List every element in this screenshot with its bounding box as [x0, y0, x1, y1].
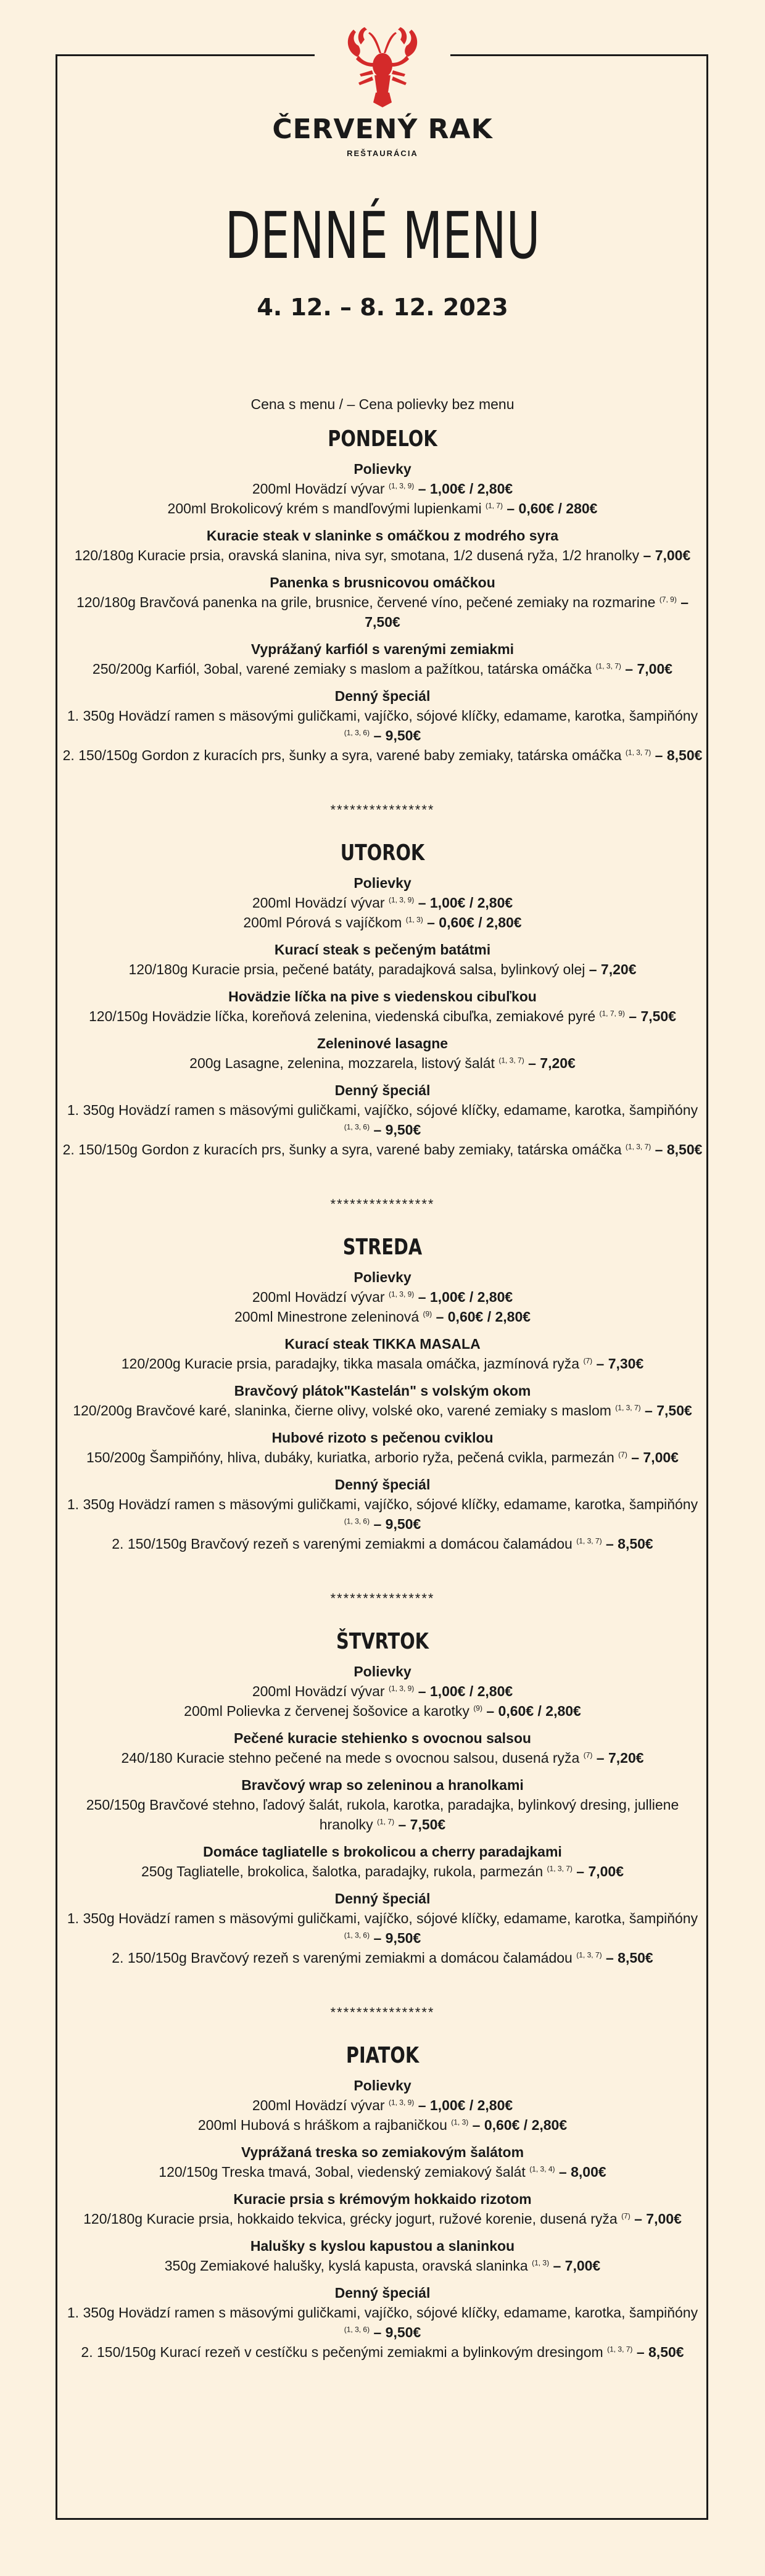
- item-price: – 8,00€: [555, 2164, 606, 2180]
- item-price: – 9,50€: [370, 1516, 421, 1532]
- item-description: 120/180g Kuracie prsia, hokkaido tekvica, grécky jogurt, ružové korenie, dusená ryža: [83, 2211, 618, 2227]
- menu-item: [62, 2209, 703, 2229]
- menu-item: [62, 1908, 703, 1948]
- day-name: PIATOK: [345, 2043, 420, 2068]
- item-price: – 7,30€: [592, 1356, 644, 1372]
- days-list: [62, 426, 703, 2362]
- item-price: – 7,00€: [621, 661, 673, 677]
- menu-item: [62, 659, 703, 679]
- menu-item: [62, 1053, 703, 1073]
- menu-item: [62, 1287, 703, 1307]
- section-heading: Denný špeciál: [334, 2285, 431, 2301]
- item-price: – 0,60€ / 2,80€: [468, 2117, 568, 2133]
- item-description: 1. 350g Hovädzí ramen s mäsovými guličkami, vajíčko, sójové klíčky, edamame, karotka, šampiňóny: [67, 2305, 698, 2321]
- brand-header: [0, 25, 765, 158]
- section-heading: Polievky: [354, 1663, 411, 1679]
- section-heading: Polievky: [354, 1269, 411, 1285]
- section-heading: Denný špeciál: [334, 1891, 431, 1907]
- item-description: 120/200g Bravčové karé, slaninka, čierne olivy, volské oko, varené zemiaky s maslom: [73, 1402, 611, 1418]
- item-price: – 1,00€ / 2,80€: [414, 481, 513, 497]
- item-allergens: (1, 3, 7): [625, 1142, 651, 1151]
- item-description: 2. 150/150g Bravčový rezeň s varenými zemiakmi a domácou čalamádou: [112, 1950, 573, 1966]
- item-allergens: (1, 3, 6): [344, 728, 370, 737]
- menu-item: [62, 1006, 703, 1026]
- item-allergens: (1, 3): [405, 915, 423, 924]
- menu-item: [62, 499, 703, 518]
- item-allergens: (1, 3, 9): [388, 481, 415, 491]
- menu-item: [62, 1100, 703, 1140]
- separator: ****************: [330, 802, 435, 818]
- item-description: 200ml Minestrone zeleninová: [234, 1309, 420, 1325]
- item-allergens: (1, 3, 7): [576, 1950, 602, 1960]
- item-price: – 1,00€ / 2,80€: [414, 2097, 513, 2113]
- section-heading: Kurací steak TIKKA MASALA: [284, 1336, 481, 1352]
- day-section: [62, 426, 703, 765]
- brand-name: ČERVENÝ RAK: [272, 114, 493, 145]
- item-price: – 8,50€: [602, 1536, 653, 1552]
- item-price: – 0,60€ / 2,80€: [482, 1703, 581, 1719]
- item-allergens: (7): [621, 2211, 631, 2221]
- item-price: – 1,00€ / 2,80€: [414, 1683, 513, 1699]
- day-section: [62, 2043, 703, 2362]
- day-name: STREDA: [342, 1235, 423, 1260]
- menu-item: [62, 1401, 703, 1420]
- section-heading: Halušky s kyslou kapustou a slaninkou: [250, 2238, 515, 2254]
- separator: ****************: [330, 1591, 435, 1606]
- menu-item: [62, 2303, 703, 2342]
- item-price: – 9,50€: [370, 1122, 421, 1138]
- menu-item: [62, 1681, 703, 1701]
- item-price: – 8,50€: [602, 1950, 653, 1966]
- section-heading: Vyprážaná treska so zemiakovým šalátom: [241, 2144, 524, 2160]
- item-allergens: (1, 3, 7): [625, 748, 651, 757]
- item-allergens: (1, 3, 7): [576, 1536, 602, 1546]
- item-price: – 8,50€: [632, 2344, 684, 2360]
- item-description: 200ml Hovädzí vývar: [252, 1683, 385, 1699]
- item-price: – 7,20€: [524, 1055, 576, 1071]
- item-description: 200ml Hovädzí vývar: [252, 895, 385, 911]
- item-description: 250/150g Bravčové stehno, ľadový šalát, rukola, karotka, paradajka, bylinkový dresing, julliene hranolky: [86, 1797, 679, 1833]
- item-allergens: (9): [473, 1704, 482, 1713]
- item-description: 250/200g Karfiól, 3obal, varené zemiaky s maslom a pažítkou, tatárska omáčka: [92, 661, 592, 677]
- section-heading: Denný špeciál: [334, 1476, 431, 1493]
- menu-item: [62, 745, 703, 765]
- section-heading: Polievky: [354, 875, 411, 891]
- item-description: 200g Lasagne, zelenina, mozzarela, listový šalát: [189, 1055, 495, 1071]
- menu-item: [62, 1140, 703, 1159]
- menu-content: [62, 198, 703, 2362]
- item-allergens: (1, 7, 9): [599, 1009, 625, 1018]
- item-description: 2. 150/150g Kurací rezeň v cestíčku s pečenými zemiakmi a bylinkovým dresingom: [81, 2344, 603, 2360]
- section-heading: Denný špeciál: [334, 1082, 431, 1098]
- item-allergens: (7): [583, 1750, 593, 1760]
- item-price: – 8,50€: [651, 747, 703, 763]
- menu-item: [62, 2342, 703, 2362]
- crayfish-icon: [342, 25, 423, 111]
- item-description: 1. 350g Hovädzí ramen s mäsovými guličkami, vajíčko, sójové klíčky, edamame, karotka, šampiňóny: [67, 708, 698, 724]
- menu-item: [62, 1795, 703, 1834]
- item-price: – 7,50€: [640, 1402, 692, 1418]
- item-description: 120/180g Kuracie prsia, pečené batáty, paradajková salsa, bylinkový olej: [128, 961, 585, 977]
- item-description: 350g Zemiakové halušky, kyslá kapusta, oravská slaninka: [164, 2258, 528, 2274]
- menu-item: [62, 959, 703, 979]
- item-price: – 7,50€: [394, 1816, 446, 1833]
- item-price: – 7,00€: [572, 1863, 624, 1879]
- item-description: 200ml Hovädzí vývar: [252, 481, 385, 497]
- item-description: 250g Tagliatelle, brokolica, šalotka, paradajky, rukola, parmezán: [141, 1863, 544, 1879]
- item-description: 2. 150/150g Bravčový rezeň s varenými zemiakmi a domácou čalamádou: [112, 1536, 573, 1552]
- item-price: – 7,50€: [365, 594, 689, 630]
- item-price: – 9,50€: [370, 1930, 421, 1946]
- menu-item: [62, 1862, 703, 1881]
- item-allergens: (1, 3, 7): [498, 1056, 524, 1065]
- item-description: 120/180g Bravčová panenka na grile, brusnice, červené víno, pečené zemiaky na rozmarine: [76, 594, 656, 610]
- menu-item: [62, 592, 703, 632]
- menu-item: [62, 479, 703, 499]
- item-price: – 7,20€: [592, 1750, 644, 1766]
- item-allergens: (1, 3, 9): [388, 895, 415, 905]
- item-description: 120/150g Hovädzie líčka, koreňová zelenina, viedenská cibuľka, zemiakové pyré: [88, 1008, 596, 1024]
- menu-item: [62, 1701, 703, 1721]
- item-price: – 9,50€: [370, 2324, 421, 2340]
- day-name: ŠTVRTOK: [336, 1629, 429, 1654]
- item-price: – 7,20€: [585, 961, 637, 977]
- item-price: – 7,00€: [627, 1449, 679, 1465]
- item-description: 2. 150/150g Gordon z kuracích prs, šunky a syra, varené baby zemiaky, tatárska omáčka: [62, 747, 622, 763]
- item-description: 1. 350g Hovädzí ramen s mäsovými guličkami, vajíčko, sójové klíčky, edamame, karotka, šampiňóny: [67, 1102, 698, 1118]
- item-price: – 7,00€: [639, 547, 691, 563]
- item-description: 200ml Hovädzí vývar: [252, 1289, 385, 1305]
- item-allergens: (1, 3, 6): [344, 2325, 370, 2334]
- section-heading: Kuracie prsia s krémovým hokkaido rizotom: [233, 2191, 532, 2207]
- item-allergens: (7): [618, 1450, 627, 1459]
- menu-item: [62, 913, 703, 932]
- item-description: 1. 350g Hovädzí ramen s mäsovými guličkami, vajíčko, sójové klíčky, edamame, karotka, šampiňóny: [67, 1496, 698, 1512]
- item-allergens: (1, 3, 7): [607, 2345, 633, 2354]
- item-allergens: (1, 7): [377, 1817, 395, 1826]
- menu-item: [62, 1354, 703, 1373]
- menu-item: [62, 706, 703, 745]
- item-price: – 9,50€: [370, 727, 421, 743]
- item-allergens: (1, 3, 7): [595, 661, 621, 671]
- menu-item: [62, 2162, 703, 2182]
- item-price: – 7,50€: [624, 1008, 677, 1024]
- item-description: 200ml Hubová s hráškom a rajbaničkou: [197, 2117, 447, 2133]
- day-section: [62, 1235, 703, 1554]
- menu-item: [62, 1948, 703, 1968]
- menu-item: [62, 893, 703, 913]
- item-price: – 0,60€ / 2,80€: [423, 914, 522, 930]
- section-heading: Kurací steak s pečeným batátmi: [274, 942, 491, 958]
- item-description: 200ml Brokolicový krém s mandľovými lupienkami: [167, 500, 482, 516]
- section-heading: Denný špeciál: [334, 688, 431, 704]
- item-allergens: (9): [423, 1309, 432, 1319]
- page-title: DENNÉ MENU: [225, 198, 540, 273]
- item-allergens: (1, 7): [485, 501, 503, 510]
- menu-item: [62, 2256, 703, 2276]
- item-description: 240/180 Kuracie stehno pečené na mede s ovocnou salsou, dusená ryža: [121, 1750, 580, 1766]
- day-section: [62, 1629, 703, 1968]
- item-allergens: (1, 3, 7): [615, 1403, 641, 1412]
- item-allergens: (1, 3, 4): [529, 2164, 555, 2174]
- item-description: 150/200g Šampiňóny, hliva, dubáky, kuriatka, arborio ryža, pečená cvikla, parmezán: [86, 1449, 614, 1465]
- item-allergens: (1, 3, 6): [344, 1931, 370, 1940]
- item-allergens: (1, 3, 7): [547, 1864, 573, 1873]
- price-note: Cena s menu / – Cena polievky bez menu: [250, 396, 515, 412]
- item-price: – 0,60€ / 280€: [502, 500, 598, 516]
- separator: ****************: [330, 2005, 435, 2020]
- item-description: 200ml Polievka z červenej šošovice a karotky: [184, 1703, 469, 1719]
- item-description: 200ml Pórová s vajíčkom: [243, 914, 402, 930]
- item-allergens: (1, 3, 6): [344, 1517, 370, 1526]
- section-heading: Zeleninové lasagne: [316, 1035, 449, 1051]
- day-name: UTOROK: [340, 840, 425, 866]
- item-price: – 1,00€ / 2,80€: [414, 895, 513, 911]
- section-heading: Polievky: [354, 2077, 411, 2094]
- separator: ****************: [330, 1196, 435, 1212]
- menu-item: [62, 545, 703, 565]
- item-description: 120/180g Kuracie prsia, oravská slanina, niva syr, smotana, 1/2 dusená ryža, 1/2 hranolky: [74, 547, 640, 563]
- brand-subtitle: REŠTAURÁCIA: [347, 149, 418, 158]
- item-price: – 7,00€: [630, 2211, 682, 2227]
- day-name: PONDELOK: [328, 426, 437, 452]
- menu-item: [62, 2095, 703, 2115]
- menu-dates: 4. 12. – 8. 12. 2023: [257, 294, 508, 321]
- item-description: 120/150g Treska tmavá, 3obal, viedenský zemiakový šalát: [159, 2164, 526, 2180]
- day-section: [62, 840, 703, 1159]
- menu-item: [62, 1447, 703, 1467]
- menu-item: [62, 1748, 703, 1768]
- section-heading: Bravčový wrap so zeleninou a hranolkami: [241, 1777, 524, 1793]
- item-allergens: (1, 3, 9): [388, 2098, 415, 2107]
- menu-item: [62, 1307, 703, 1327]
- section-heading: Pečené kuracie stehienko s ovocnou salsou: [234, 1730, 531, 1746]
- menu-item: [62, 1494, 703, 1534]
- item-description: 120/200g Kuracie prsia, paradajky, tikka masala omáčka, jazmínová ryža: [121, 1356, 580, 1372]
- section-heading: Hubové rizoto s pečenou cviklou: [271, 1430, 494, 1446]
- item-allergens: (1, 3, 9): [388, 1290, 415, 1299]
- item-allergens: (1, 3, 9): [388, 1684, 415, 1693]
- item-allergens: (1, 3): [532, 2258, 550, 2267]
- item-allergens: (1, 3, 6): [344, 1122, 370, 1132]
- item-description: 2. 150/150g Gordon z kuracích prs, šunky a syra, varené baby zemiaky, tatárska omáčka: [62, 1141, 622, 1158]
- item-price: – 1,00€ / 2,80€: [414, 1289, 513, 1305]
- menu-item: [62, 2115, 703, 2135]
- item-allergens: (1, 3): [451, 2118, 469, 2127]
- section-heading: Vyprážaný karfiól s varenými zemiakmi: [250, 641, 515, 657]
- item-description: 200ml Hovädzí vývar: [252, 2097, 385, 2113]
- item-price: – 0,60€ / 2,80€: [432, 1309, 531, 1325]
- item-allergens: (7): [583, 1356, 593, 1365]
- section-heading: Panenka s brusnicovou omáčkou: [270, 574, 495, 590]
- item-price: – 8,50€: [651, 1141, 703, 1158]
- section-heading: Kuracie steak v slaninke s omáčkou z modrého syra: [206, 528, 559, 544]
- section-heading: Domáce tagliatelle s brokolicou a cherry paradajkami: [203, 1844, 562, 1860]
- section-heading: Bravčový plátok"Kastelán" s volským okom: [234, 1383, 531, 1399]
- item-price: – 7,00€: [549, 2258, 601, 2274]
- item-allergens: (7, 9): [659, 595, 677, 604]
- section-heading: Polievky: [354, 461, 411, 477]
- item-description: 1. 350g Hovädzí ramen s mäsovými guličkami, vajíčko, sójové klíčky, edamame, karotka, šampiňóny: [67, 1910, 698, 1926]
- section-heading: Hovädzie líčka na pive s viedenskou cibuľkou: [228, 988, 537, 1004]
- menu-item: [62, 1534, 703, 1554]
